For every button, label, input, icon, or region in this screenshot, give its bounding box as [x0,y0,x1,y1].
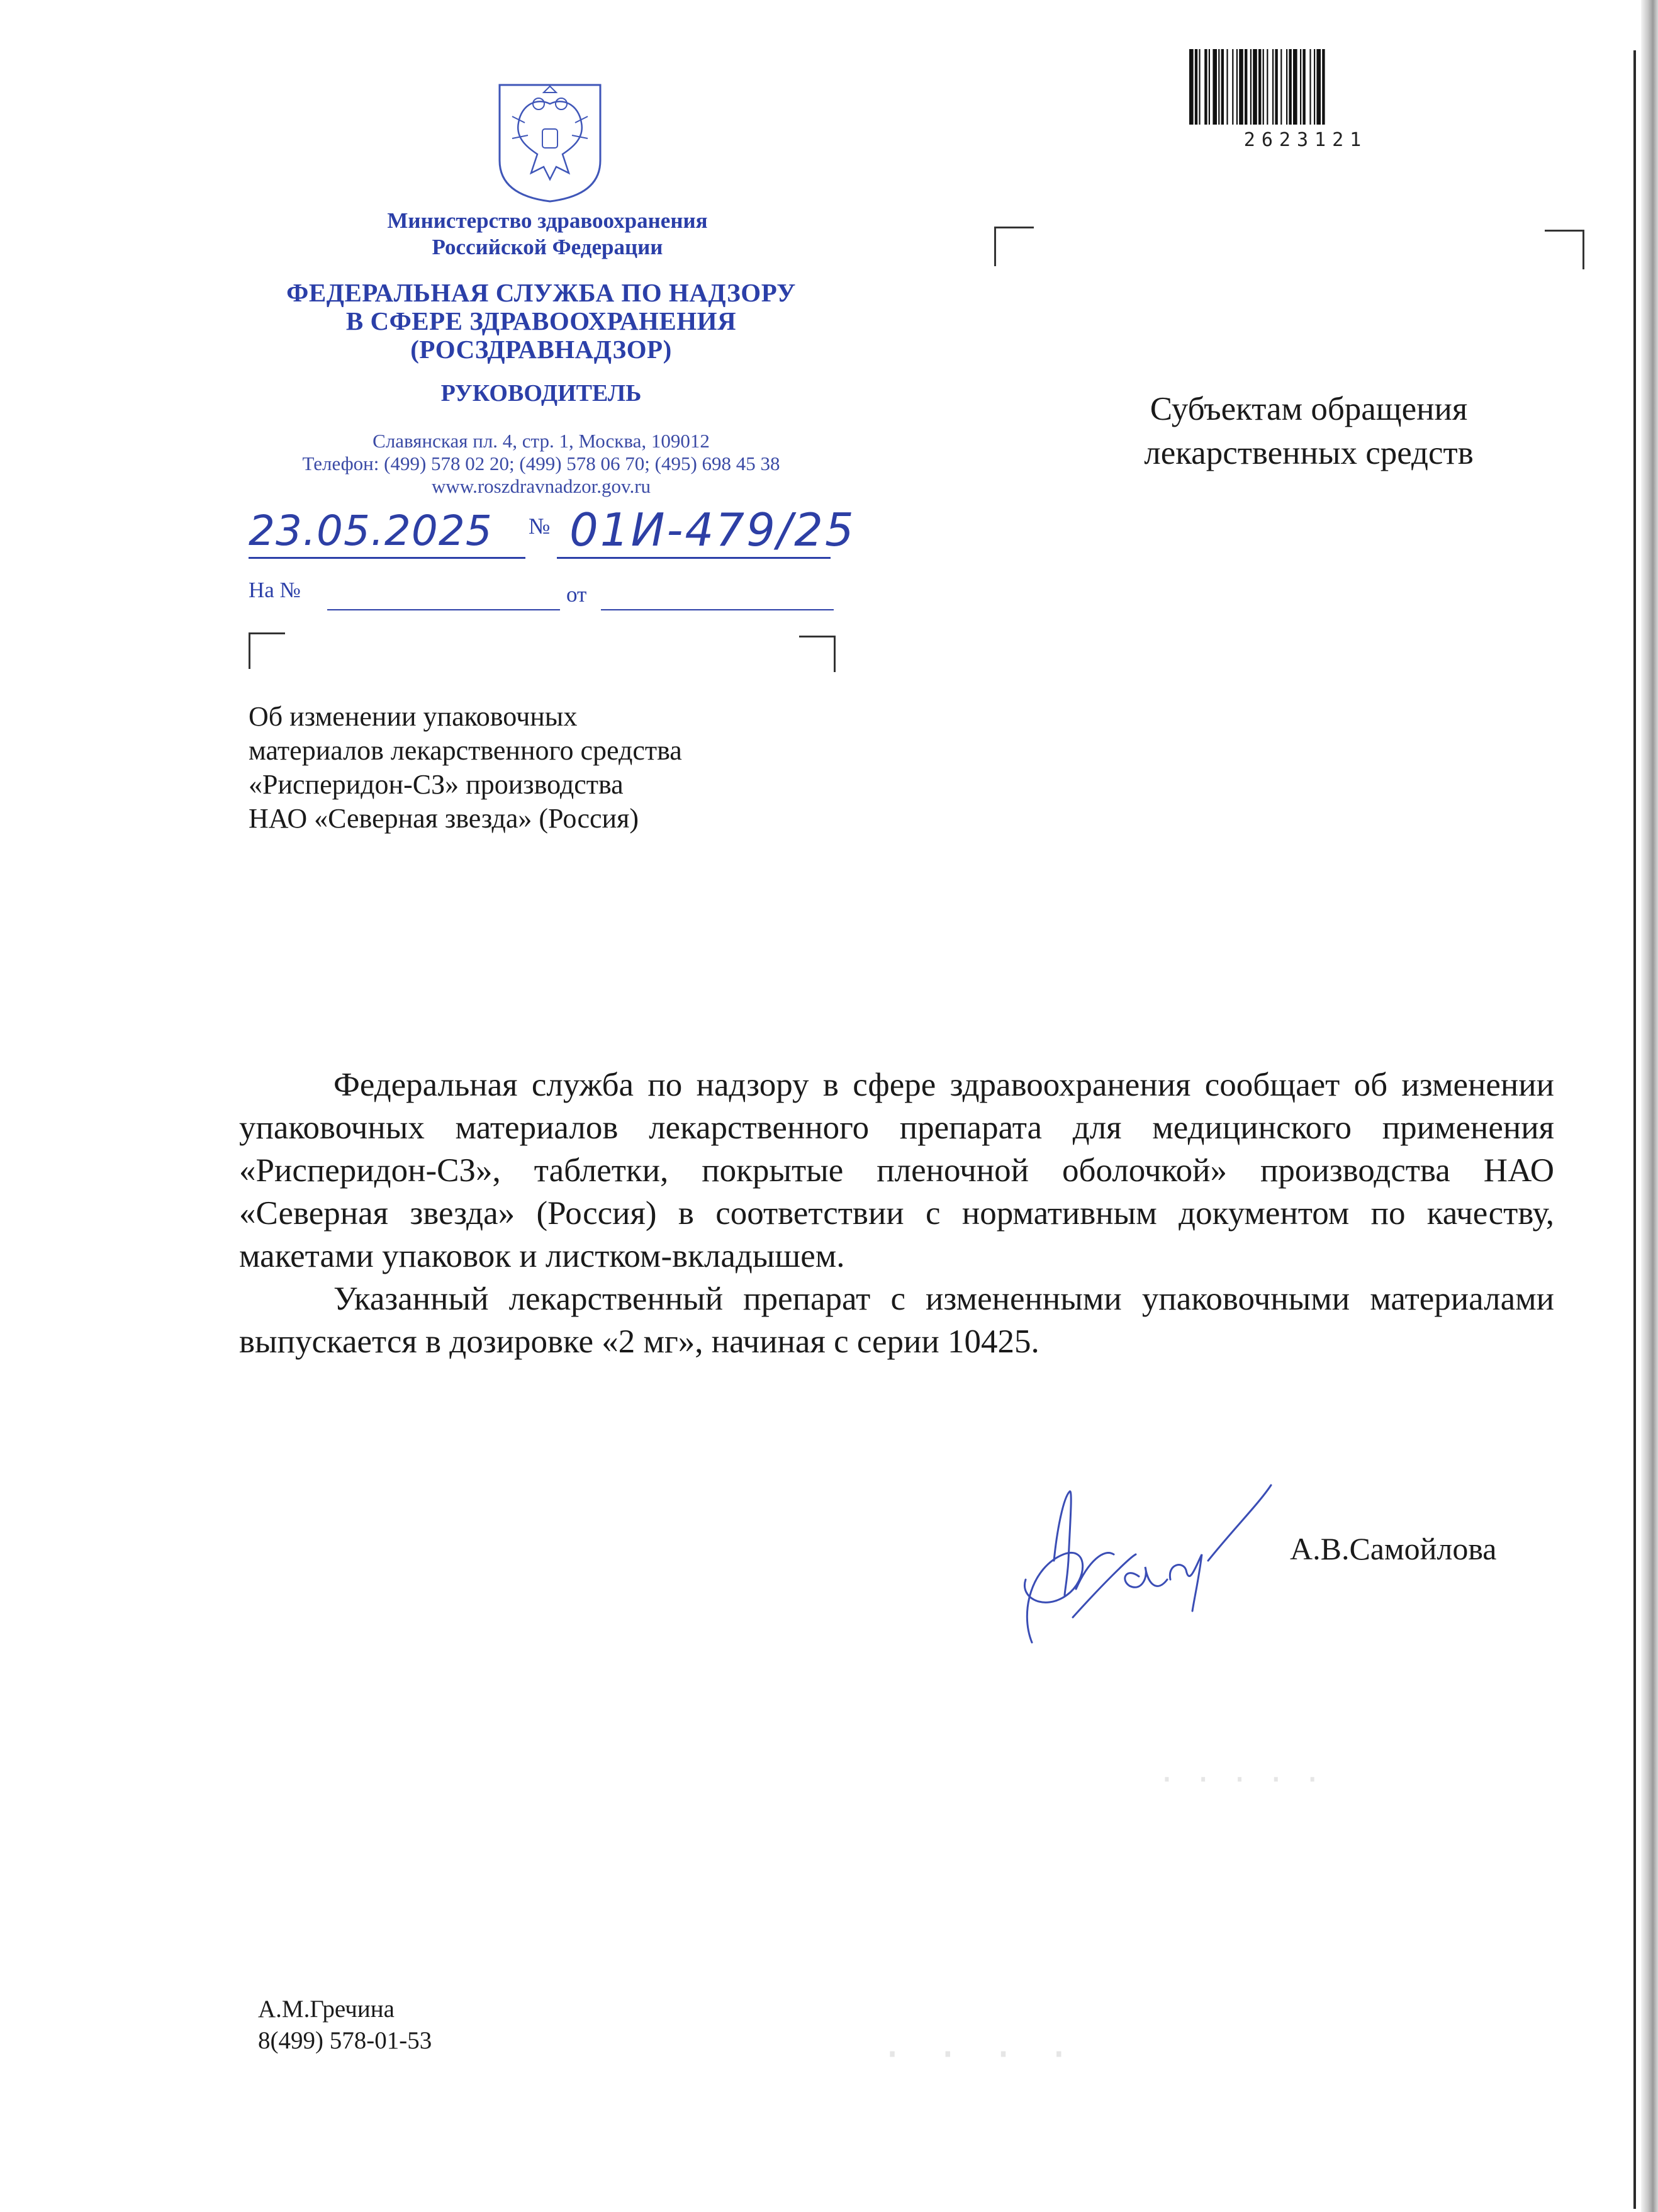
barcode [1183,49,1428,137]
number-sign: № [529,514,551,539]
body-paragraph-1: Федеральная служба по надзору в сфере здравоохранения сообщает об изменении упаковочных материалов лекарственного препарата для медицинского применения «Рисперидон-СЗ», таблетки, покрытые пленочной оболочкой» производства НАО «Северная звезда» (Россия) в соответствии с нормативным документом по качеству, макетами упаковок и листком-вкладышем. [239,1067,1554,1274]
performer-name: А.М.Гречина [258,1996,395,2023]
bracket-top-right [799,636,836,672]
website: www.roszdravnadzor.gov.ru [431,475,651,497]
ministry-name [277,208,818,261]
service-line-1: ФЕДЕРАЛЬНАЯ СЛУЖБА ПО НАДЗОРУ [286,278,796,307]
barcode-number: 2623121 [1243,129,1368,151]
subject [249,700,878,836]
ministry-line-2: Российской Федерации [432,235,663,259]
scan-edge-shadow [1641,0,1658,2212]
subject-line-2: материалов лекарственного средства [249,735,682,766]
performer-block [258,1994,432,2057]
registration-number: 01И-479/25 [569,503,856,556]
subject-line-1: Об изменении упаковочных [249,701,578,732]
body-paragraph-2: Указанный лекарственный препарат с измененными упаковочными материалами выпускается в дозировке «2 мг», начиная с серии 10425. [239,1281,1554,1360]
addressee [1070,387,1548,475]
ministry-line-1: Министерство здравоохранения [387,208,708,233]
position-title: РУКОВОДИТЕЛЬ [440,380,642,407]
scan-edge-line [1633,50,1636,2209]
letter-body [239,1064,1554,1363]
signatory-name: А.В.Самойлова [1290,1531,1497,1566]
contact-block [239,430,843,498]
service-name [239,279,843,364]
number-underline [557,557,831,559]
subject-line-3: «Рисперидон-СЗ» производства [249,769,624,800]
address: Славянская пл. 4, стр. 1, Москва, 109012 [372,430,710,452]
coat-of-arms-emblem [493,79,607,205]
bracket-top-left [249,632,285,669]
bleed-through-mark: · · · · · [1158,1762,1322,1797]
registration-date: 23.05.2025 [249,507,493,555]
addressee-line-1: Субъектам обращения [1150,391,1468,427]
from-label: от [566,582,587,607]
subject-line-4: НАО «Северная звезда» (Россия) [249,803,639,834]
address-bracket-right [1545,230,1584,269]
service-line-2: В СФЕРЕ ЗДРАВООХРАНЕНИЯ [345,306,737,335]
from-line [601,609,834,610]
phone: Телефон: (499) 578 02 20; (499) 578 06 70; (495) 698 45 38 [302,452,780,474]
reply-to-label: На № [249,578,301,602]
address-bracket-left [994,227,1034,266]
performer-phone: 8(499) 578-01-53 [258,2027,432,2054]
bleed-through-mark-2: · · · · [881,2033,1075,2077]
date-underline [249,557,525,559]
addressee-line-2: лекарственных средств [1144,435,1474,471]
reply-to-line [327,609,560,610]
service-line-3: (РОСЗДРАВНАДЗОР) [410,335,672,364]
